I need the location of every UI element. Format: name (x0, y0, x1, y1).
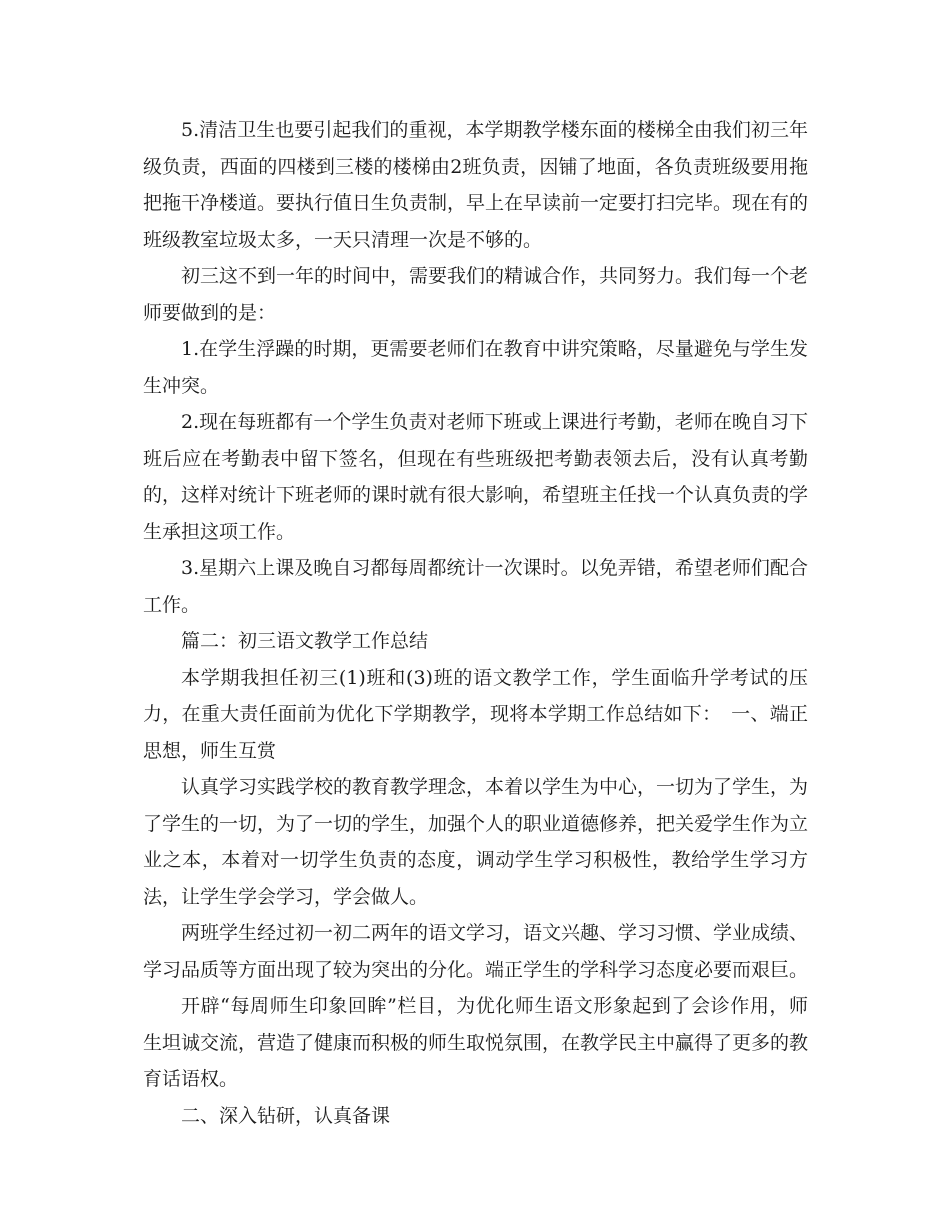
paragraph-item-3: 3.星期六上课及晚自习都每周都统计一次课时。以免弄错，希望老师们配合工作。 (143, 557, 808, 616)
section-heading-part-two: 篇二：初三语文教学工作总结 (181, 630, 429, 652)
paragraph-intro: 本学期我担任初三(1)班和(3)班的语文教学工作，学生面临升学考试的压力，在重大责任面前为优化下学期教学，现将本学期工作总结如下： 一、端正思想，师生互赏 (143, 666, 808, 762)
section-heading-prepare-lessons: 二、深入钻研，认真备课 (181, 1104, 391, 1127)
paragraph-item-1: 1.在学生浮躁的时期，更需要老师们在教育中讲究策略，尽量避免与学生发生冲突。 (143, 338, 808, 397)
paragraph-cleaning: 5.清洁卫生也要引起我们的重视，本学期教学楼东面的楼梯全由我们初三年级负责，西面的四楼到三楼的楼梯由2班负责，因铺了地面，各负责班级要用拖把拖干净楼道。要执行值日生负责制，早上在早读前一定要打扫完毕。现在有的班级教室垃圾太多，一天只清理一次是不够的。 (143, 119, 809, 251)
paragraph-cooperation: 初三这不到一年的时间中，需要我们的精诚合作，共同努力。我们每一个老师要做到的是： (143, 265, 809, 324)
paragraph-weekly-column: 开辟“每周师生印象回眸”栏目，为优化师生语文形象起到了会诊作用，师生坦诚交流，营造了健康而积极的师生取悦氛围，在教学民主中赢得了更多的教育话语权。 (143, 995, 809, 1090)
paragraph-item-2: 2.现在每班都有一个学生负责对老师下班或上课进行考勤，老师在晚自习下班后应在考勤表中留下签名，但现在有些班级把考勤表领去后，没有认真考勤的，这样对统计下班老师的课时就有很大影响，希望班主任找一个认真负责的学生承担这项工作。 (143, 411, 809, 543)
paragraph-study-philosophy: 认真学习实践学校的教育教学理念，本着以学生为中心，一切为了学生，为了学生的一切，为了一切的学生，加强个人的职业道德修养，把关爱学生作为立业之本，本着对一切学生负责的态度，调动学生学习积极性，教给学生学习方法，让学生学会学习，学会做人。 (143, 776, 809, 908)
paragraph-student-differentiation: 两班学生经过初一初二两年的语文学习，语文兴趣、学习习惯、学业成绩、学习品质等方面出现了较为突出的分化。端正学生的学科学习态度必要而艰巨。 (143, 922, 809, 981)
document-body (143, 112, 808, 1134)
